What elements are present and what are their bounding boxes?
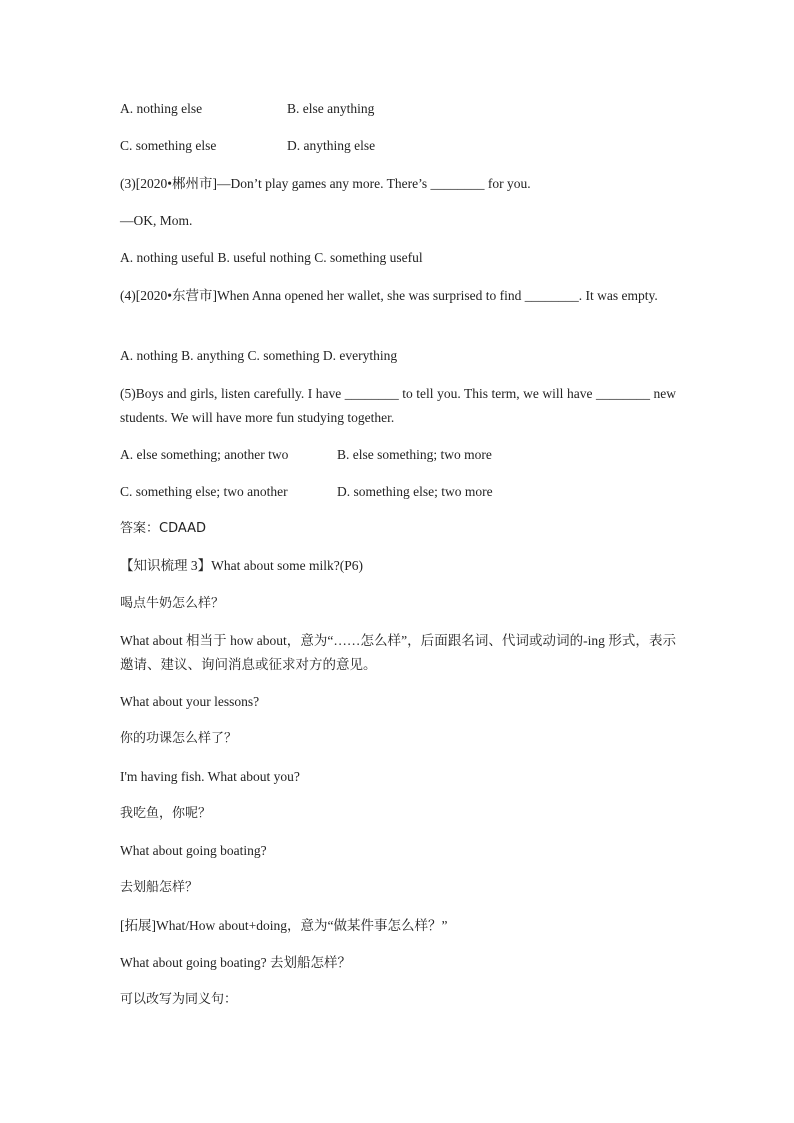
q5-option-d: D. something else; two more [337,484,493,499]
section-translation: 喝点牛奶怎么样？ [120,596,225,611]
q5-option-b: B. else something; two more [337,447,492,462]
example-translation: 我吃鱼，你呢？ [120,806,212,821]
q4-stem: (4)[2020•东营市]When Anna opened her wallet, she was surprised to find ________. It was empty. [120,288,658,303]
extension-note: [拓展]What/How about+doing，意为“做某件事怎么样？” [120,918,448,933]
q5-stem: (5)Boys and girls, listen carefully. I have ________ to tell you. This term, we will have ________ new students. We will have more fun studying together. [120,386,676,425]
q3-reply: —OK, Mom. [120,213,193,228]
q2-option-a: A. nothing else [120,101,203,116]
q5-option-a: A. else something; another two [120,447,289,462]
q3-options: A. nothing useful B. useful nothing C. something useful [120,250,423,265]
q5-option-c: C. something else; two another [120,484,288,499]
extension-example: What about going boating? 去划船怎样？ [120,955,351,970]
rewrite-note: 可以改写为同义句： [120,992,238,1007]
example-translation: 去划船怎样？ [120,880,199,895]
example-translation: 你的功课怎么样了？ [120,731,238,746]
q4-options: A. nothing B. anything C. something D. everything [120,348,398,363]
q2-option-b: B. else anything [287,101,375,116]
example-sentence: I'm having fish. What about you? [120,769,300,784]
example-sentence: What about your lessons? [120,694,260,709]
q2-option-d: D. anything else [287,138,376,153]
q2-option-c: C. something else [120,138,217,153]
q3-stem: (3)[2020•郴州市]—Don’t play games any more. There’s ________ for you. [120,176,531,191]
answer-key: 答案：CDAAD [120,521,207,536]
example-sentence: What about going boating? [120,843,267,858]
section-title: 【知识梳理 3】What about some milk?(P6) [120,558,363,573]
explanation-paragraph: What about 相当于 how about，意为“……怎么样”，后面跟名词、代词或动词的-ing 形式，表示邀请、建议、询问消息或征求对方的意见。 [120,633,676,672]
